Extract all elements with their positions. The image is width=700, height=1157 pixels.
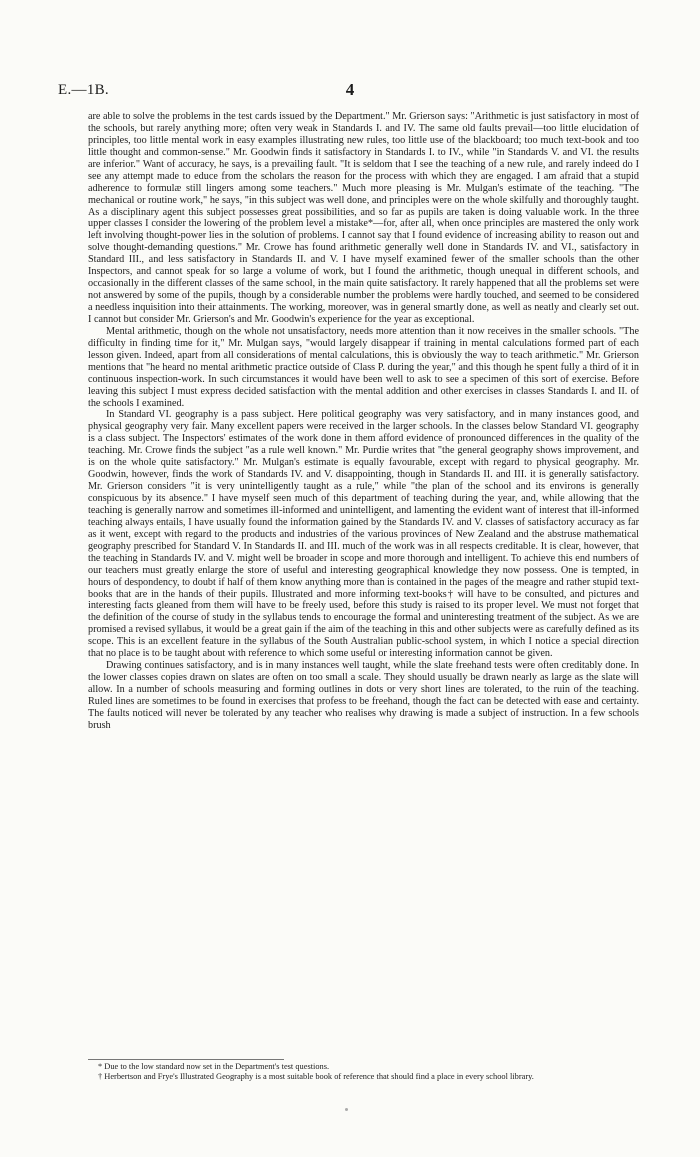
paragraph-mental-arithmetic: Mental arithmetic, though on the whole not unsatisfactory, needs more attention than it now receives in the smaller schools. "The difficulty in finding time for it," Mr. Mulgan says, "would largely disappear if training in mental calculations formed part of each lesson given. Indeed, apart from all considerations of mental calculations, this is obviously the way to teach arithmetic." Mr. Grierson mentions that "he heard no mental arithmetic practice outside of Class P. during the year," and this though he spent fully a third of it in continuous inspection-work. In such circumstances it would have been well to ask to see a specimen of this sort of exercise. Before leaving this subject I must express decided satisfaction with the mental addition and other exercises in classes Standards I. and II. of the schools I examined. (88, 325, 639, 409)
page-header (58, 82, 642, 106)
paragraph-drawing: Drawing continues satisfactory, and is in many instances well taught, while the slate freehand tests were often creditably done. In the lower classes copies drawn on slates are often on too small a scale. They should usually be drawn nearly as large as the slate will allow. In a number of schools measuring and forming outlines in dots or very short lines are tolerated, to the ruin of the teaching. Ruled lines are sometimes to be found in exercises that profess to be freehand, though the fact can be detected with ease and certainty. The faults noticed will never be tolerated by any teacher who realises why drawing is made a subject of instruction. In a few schools brush (88, 660, 639, 731)
report-body (88, 111, 639, 732)
page-number: 4 (345, 80, 355, 99)
footnotes (88, 1062, 639, 1082)
footnote-divider (88, 1059, 284, 1060)
footnote-dagger: † Herbertson and Frye's Illustrated Geography is a most suitable book of reference that should find a place in every school library. (98, 1072, 534, 1082)
page-speck (345, 1108, 348, 1111)
footnote-asterisk: * Due to the low standard now set in the Department's test questions. (98, 1062, 330, 1071)
paragraph-geography: In Standard VI. geography is a pass subject. Here political geography was very satisfactory, and in many instances good, and physical geography very fair. Many excellent papers were received in the larger schools. In the classes below Standard VI. geography is a class subject. The Inspectors' estimates of the work done in them afford evidence of pronounced differences in the quality of the teaching. Mr. Crowe finds the subject "as a rule well known." Mr. Purdie writes that "the general geography shows improvement, and is on the whole quite satisfactory." Mr. Mulgan's estimate is equally favourable, except with regard to physical geography. Mr. Goodwin, however, finds the work of Standards IV. and V. disappointing, though in Standards II. and III. it is generally satisfactory. Mr. Grierson considers "it is very unintelligently taught as a rule," while "the plan of the school and its environs is generally conspicuous by its absence." I have myself seen much of this department of teaching during the year, and, while allowing that the teaching is generally narrow and sometimes ill-informed and unintelligent, and lamenting the evident want of interest that ill-informed teaching always entails, I have usually found the information gained by the Standards IV. and V. classes of satisfactory accuracy as far as it went, except with regard to the products and industries of the various provinces of New Zealand and the abstruse mathematical geography prescribed for Standard V. In Standards II. and III. much of the work was in all respects creditable. It is clear, however, that the teaching in Standards IV. and V. might well be broader in scope and more thorough and intelligent. To achieve this end numbers of our teachers must greatly enlarge the store of useful and interesting geographical knowledge they now possess. One is tempted, in hours of despondency, to doubt if half of them know anything more than is contained in the pages of the meagre and rather stupid text-books that are in the hands of their pupils. Illustrated and more informing text-books† will have to be consulted, and pictures and interesting facts gleaned from them will have to be freely used, before this study is raised to its proper level. We must not forget that the definition of the course of study in the syllabus tends to encourage the formal and uninteresting treatment of the subject. As we are promised a revised syllabus, it would be a great gain if the aim of the teaching in this and other subjects were as carefully defined as its scope. This is an excellent feature in the syllabus of the South Australian public-school system, in which I notice a special direction that no place is to be taught about with reference to which some useful or interesting information cannot be given. (88, 409, 639, 660)
document-reference: E.—1B. (58, 82, 109, 98)
paragraph-arithmetic: are able to solve the problems in the test cards issued by the Department." Mr. Grierson says: "Arithmetic is just satisfactory in most of the schools, but rarely anything more; often very weak in Standards I. and IV. The same old faults prevail—too little elucidation of principles, too little mental work in easy examples illustrating new rules, too little use of the blackboard; too much text-book and too little thought and common-sense." Mr. Goodwin finds it satisfactory in Standards I. to IV., while "in Standards V. and VI. the results are inferior." Want of accuracy, he says, is a prevailing fault. "It is seldom that I see the teaching of a new rule, and rarely indeed do I see any attempt made to educe from the scholars the reason for the process with which they are engaged. I am afraid that a stupid adherence to formulæ still lingers among some teachers." Much more pleasing is Mr. Mulgan's estimate of the teaching. "The mechanical or routine work," he says, "in this subject was well done, and principles were on the whole skilfully and thoroughly taught. As a disciplinary agent this subject possesses great possibilities, and so far as pupils are taken is doing valuable work. In the three upper classes I consider the lowering of the problem level a mistake*—for, after all, when once principles are mastered the only work left involving thought-power lies in the solution of problems. I cannot say that I found evidence of increasing ability to reason out and solve thought-demanding questions." Mr. Crowe has found arithmetic generally well done in Standards IV. and VI., satisfactory in Standard III., and less satisfactory in Standards II. and V. I have myself examined fewer of the smaller schools than the other Inspectors, and cannot speak for so large a volume of work, but I found the arithmetic, though unequal in different schools, and occasionally in the different classes of the same school, in the main quite satisfactory. It rarely happened that all the problems set were not answered by some of the pupils, though by a considerable number the problems were hardly touched, and seemed to be considered a needless inquisition into their attainments. The working, moreover, was in general smartly done, as well as neatly and clearly set out. I cannot but consider Mr. Grierson's and Mr. Goodwin's experience for the year as exceptional. (88, 111, 639, 325)
